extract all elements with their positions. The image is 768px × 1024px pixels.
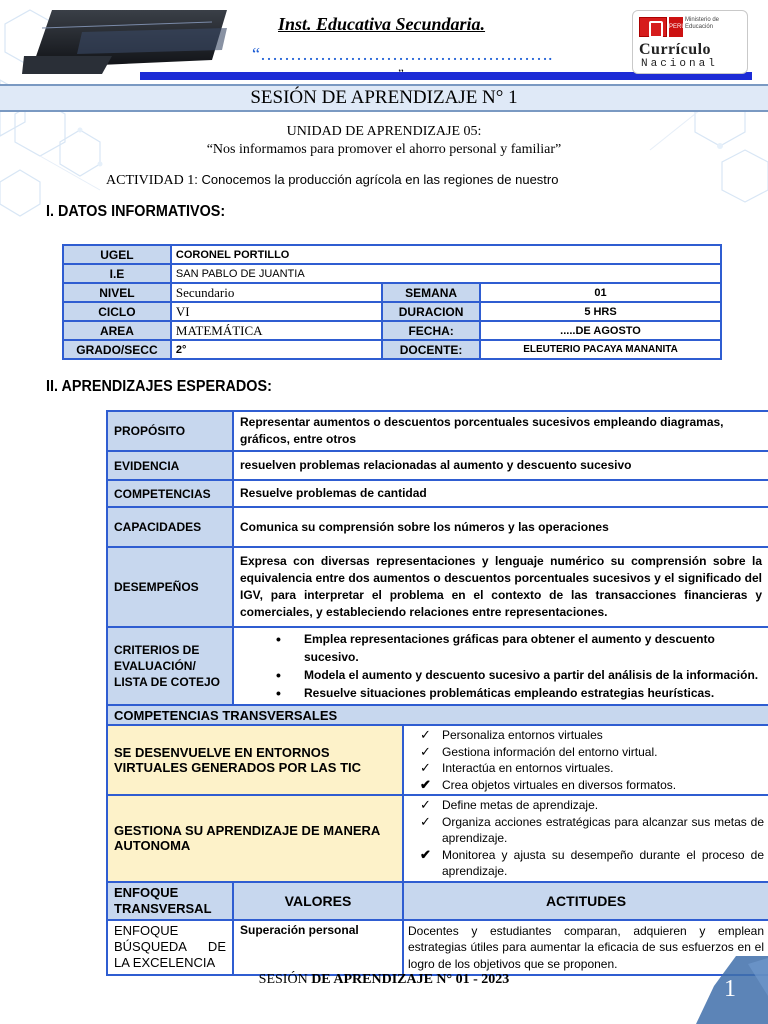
capacidades-label: CAPACIDADES xyxy=(107,507,233,547)
ministry-label: Ministerio de Educación xyxy=(685,17,720,30)
footer-session xyxy=(0,972,768,988)
desempenos-label: DESEMPEÑOS xyxy=(107,547,233,627)
semana-value: 01 xyxy=(480,283,721,302)
actitudes-header: ACTITUDES xyxy=(403,882,768,920)
competencias-transversales-header: COMPETENCIAS TRANSVERSALES xyxy=(107,705,768,725)
evidencia-label: EVIDENCIA xyxy=(107,451,233,480)
institution-title: Inst. Educativa Secundaria. xyxy=(278,14,486,34)
list-item: ✓ Interactúa en entornos virtuales. xyxy=(420,760,614,775)
proposito-label: PROPÓSITO xyxy=(107,411,233,451)
docente-label: DOCENTE: xyxy=(382,340,480,359)
tic-competency-label: SE DESENVUELVE EN ENTORNOS VIRTUALES GENERADOS POR LAS TIC xyxy=(107,725,403,795)
table-row xyxy=(107,920,768,976)
table-row xyxy=(107,725,768,795)
ugel-value: CORONEL PORTILLO xyxy=(171,245,721,264)
gestiona-competency-label: GESTIONA SU APRENDIZAJE DE MANERA AUTONOMA xyxy=(107,795,403,882)
competencias-value: Resuelve problemas de cantidad xyxy=(233,480,768,507)
school-logo xyxy=(22,8,232,78)
ie-label: I.E xyxy=(63,264,171,283)
docente-value: ELEUTERIO PACAYA MANANITA xyxy=(480,340,721,359)
grado-value: 2° xyxy=(171,340,382,359)
table-row xyxy=(107,627,768,705)
gestiona-checklist xyxy=(408,797,764,880)
section-aprendizajes-title: II. APRENDIZAJES ESPERADOS: xyxy=(46,378,272,395)
list-item: ✔ Crea objetos virtuales en diversos formatos. xyxy=(420,776,677,792)
check-icon: ✔ xyxy=(420,776,431,792)
institution-slogan-placeholder: “…………………………………………. xyxy=(252,44,553,64)
semana-label: SEMANA xyxy=(382,283,480,302)
gestiona-items-cell xyxy=(403,795,768,882)
curriculo-nacional-logo xyxy=(632,10,748,74)
datos-informativos-table xyxy=(62,244,722,360)
table-row xyxy=(107,411,768,451)
table-row xyxy=(107,451,768,480)
nivel-label: NIVEL xyxy=(63,283,171,302)
valores-header: VALORES xyxy=(233,882,403,920)
unidad-subtitle: “Nos informamos para promover el ahorro personal y familiar” xyxy=(206,142,562,157)
nivel-value: Secundario xyxy=(171,283,382,302)
check-icon: ✓ xyxy=(420,760,431,775)
ugel-label: UGEL xyxy=(63,245,171,264)
actividad-text: : Conocemos la producción agrícola en las regiones de nuestro xyxy=(194,172,559,187)
peru-shield-icon xyxy=(639,17,667,37)
area-label: AREA xyxy=(63,321,171,340)
list-item: • Emplea representaciones gráficas para obtener el aumento y descuento sucesivo. xyxy=(240,630,762,666)
check-icon: ✔ xyxy=(420,846,431,862)
curriculo-label: Currículo xyxy=(639,41,712,58)
fecha-value: .....DE AGOSTO xyxy=(480,321,721,340)
list-item: ✓ Define metas de aprendizaje. xyxy=(420,797,599,812)
table-row xyxy=(63,340,721,359)
footer-prefix: SESIÓN xyxy=(258,972,312,987)
footer-bold: DE APRENDIZAJE N° 01 - 2023 xyxy=(311,972,510,987)
nacional-label: Nacional xyxy=(641,58,718,70)
list-item: ✓ Organiza acciones estratégicas para alcanzar sus metas de aprendizaje. xyxy=(420,813,765,845)
check-icon: ✓ xyxy=(420,797,431,812)
fecha-label: FECHA: xyxy=(382,321,480,340)
list-item: ✓ Personaliza entornos virtuales xyxy=(420,727,603,742)
tic-checklist xyxy=(408,727,764,793)
evidencia-value: resuelven problemas relacionadas al aumento y descuento sucesivo xyxy=(233,451,768,480)
valor-value: Superación personal xyxy=(233,920,403,976)
check-icon: ✓ xyxy=(420,813,431,829)
actividad-label: ACTIVIDAD 1 xyxy=(106,173,195,188)
table-row xyxy=(107,480,768,507)
enfoque-header: ENFOQUE TRANSVERSAL xyxy=(107,882,233,920)
check-icon: ✓ xyxy=(420,727,431,742)
ie-value: SAN PABLO DE JUANTIA xyxy=(171,264,721,283)
ciclo-value: VI xyxy=(171,302,382,321)
table-row xyxy=(107,507,768,547)
ciclo-label: CICLO xyxy=(63,302,171,321)
page-number: 1 xyxy=(724,976,736,1002)
actividad-line xyxy=(106,172,558,189)
session-title: SESIÓN DE APRENDIZAJE N° 1 xyxy=(250,87,518,108)
desempenos-value: Expresa con diversas representaciones y lenguaje numérico su comprensión sobre la equivalencia entre dos aumentos o descuentos porcentuales sucesivos y el significado del IGV, para interpretar el problema en el contexto de las transacciones financieras y comerciales, y estableciendo relaciones entre representaciones. xyxy=(233,547,768,627)
duracion-label: DURACION xyxy=(382,302,480,321)
table-row xyxy=(107,705,768,725)
table-row xyxy=(107,795,768,882)
list-item: • Resuelve situaciones problemáticas empleando estrategias heurísticas. xyxy=(240,684,762,702)
proposito-value: Representar aumentos o descuentos porcentuales sucesivos empleando diagramas, gráficos, entre otros xyxy=(233,411,768,451)
table-row xyxy=(63,302,721,321)
list-item: ✔ Monitorea y ajusta su desempeño durante el proceso de aprendizaje. xyxy=(420,846,765,878)
actitud-value: Docentes y estudiantes comparan, adquieren y emplean estrategias útiles para aumentar la eficacia de sus esfuerzos en el logro de los objetivos que se proponen. xyxy=(403,920,768,976)
table-row xyxy=(63,245,721,264)
section-datos-title: I. DATOS INFORMATIVOS: xyxy=(46,203,226,220)
table-row xyxy=(107,882,768,920)
peru-label: PERÚ xyxy=(669,17,683,37)
capacidades-value: Comunica su comprensión sobre los números y las operaciones xyxy=(233,507,768,547)
enfoque-value: ENFOQUE BÚSQUEDA DE LA EXCELENCIA xyxy=(107,920,233,976)
table-row xyxy=(63,283,721,302)
criterios-list xyxy=(240,630,762,702)
aprendizajes-table xyxy=(106,410,768,976)
list-item: • Modela el aumento y descuento sucesivo a partir del análisis de la información. xyxy=(240,666,762,684)
table-row xyxy=(107,547,768,627)
grado-label: GRADO/SECC xyxy=(63,340,171,359)
tic-items-cell xyxy=(403,725,768,795)
area-value: MATEMÁTICA xyxy=(171,321,382,340)
table-row xyxy=(63,264,721,283)
list-item: ✓ Gestiona información del entorno virtual. xyxy=(420,743,658,759)
criterios-label: CRITERIOS DE EVALUACIÓN/ LISTA DE COTEJO xyxy=(107,627,233,705)
competencias-label: COMPETENCIAS xyxy=(107,480,233,507)
criterios-cell xyxy=(233,627,768,705)
duracion-value: 5 HRS xyxy=(480,302,721,321)
check-icon: ✓ xyxy=(420,743,431,759)
table-row xyxy=(63,321,721,340)
unidad-label: UNIDAD DE APRENDIZAJE 05: xyxy=(286,124,482,139)
